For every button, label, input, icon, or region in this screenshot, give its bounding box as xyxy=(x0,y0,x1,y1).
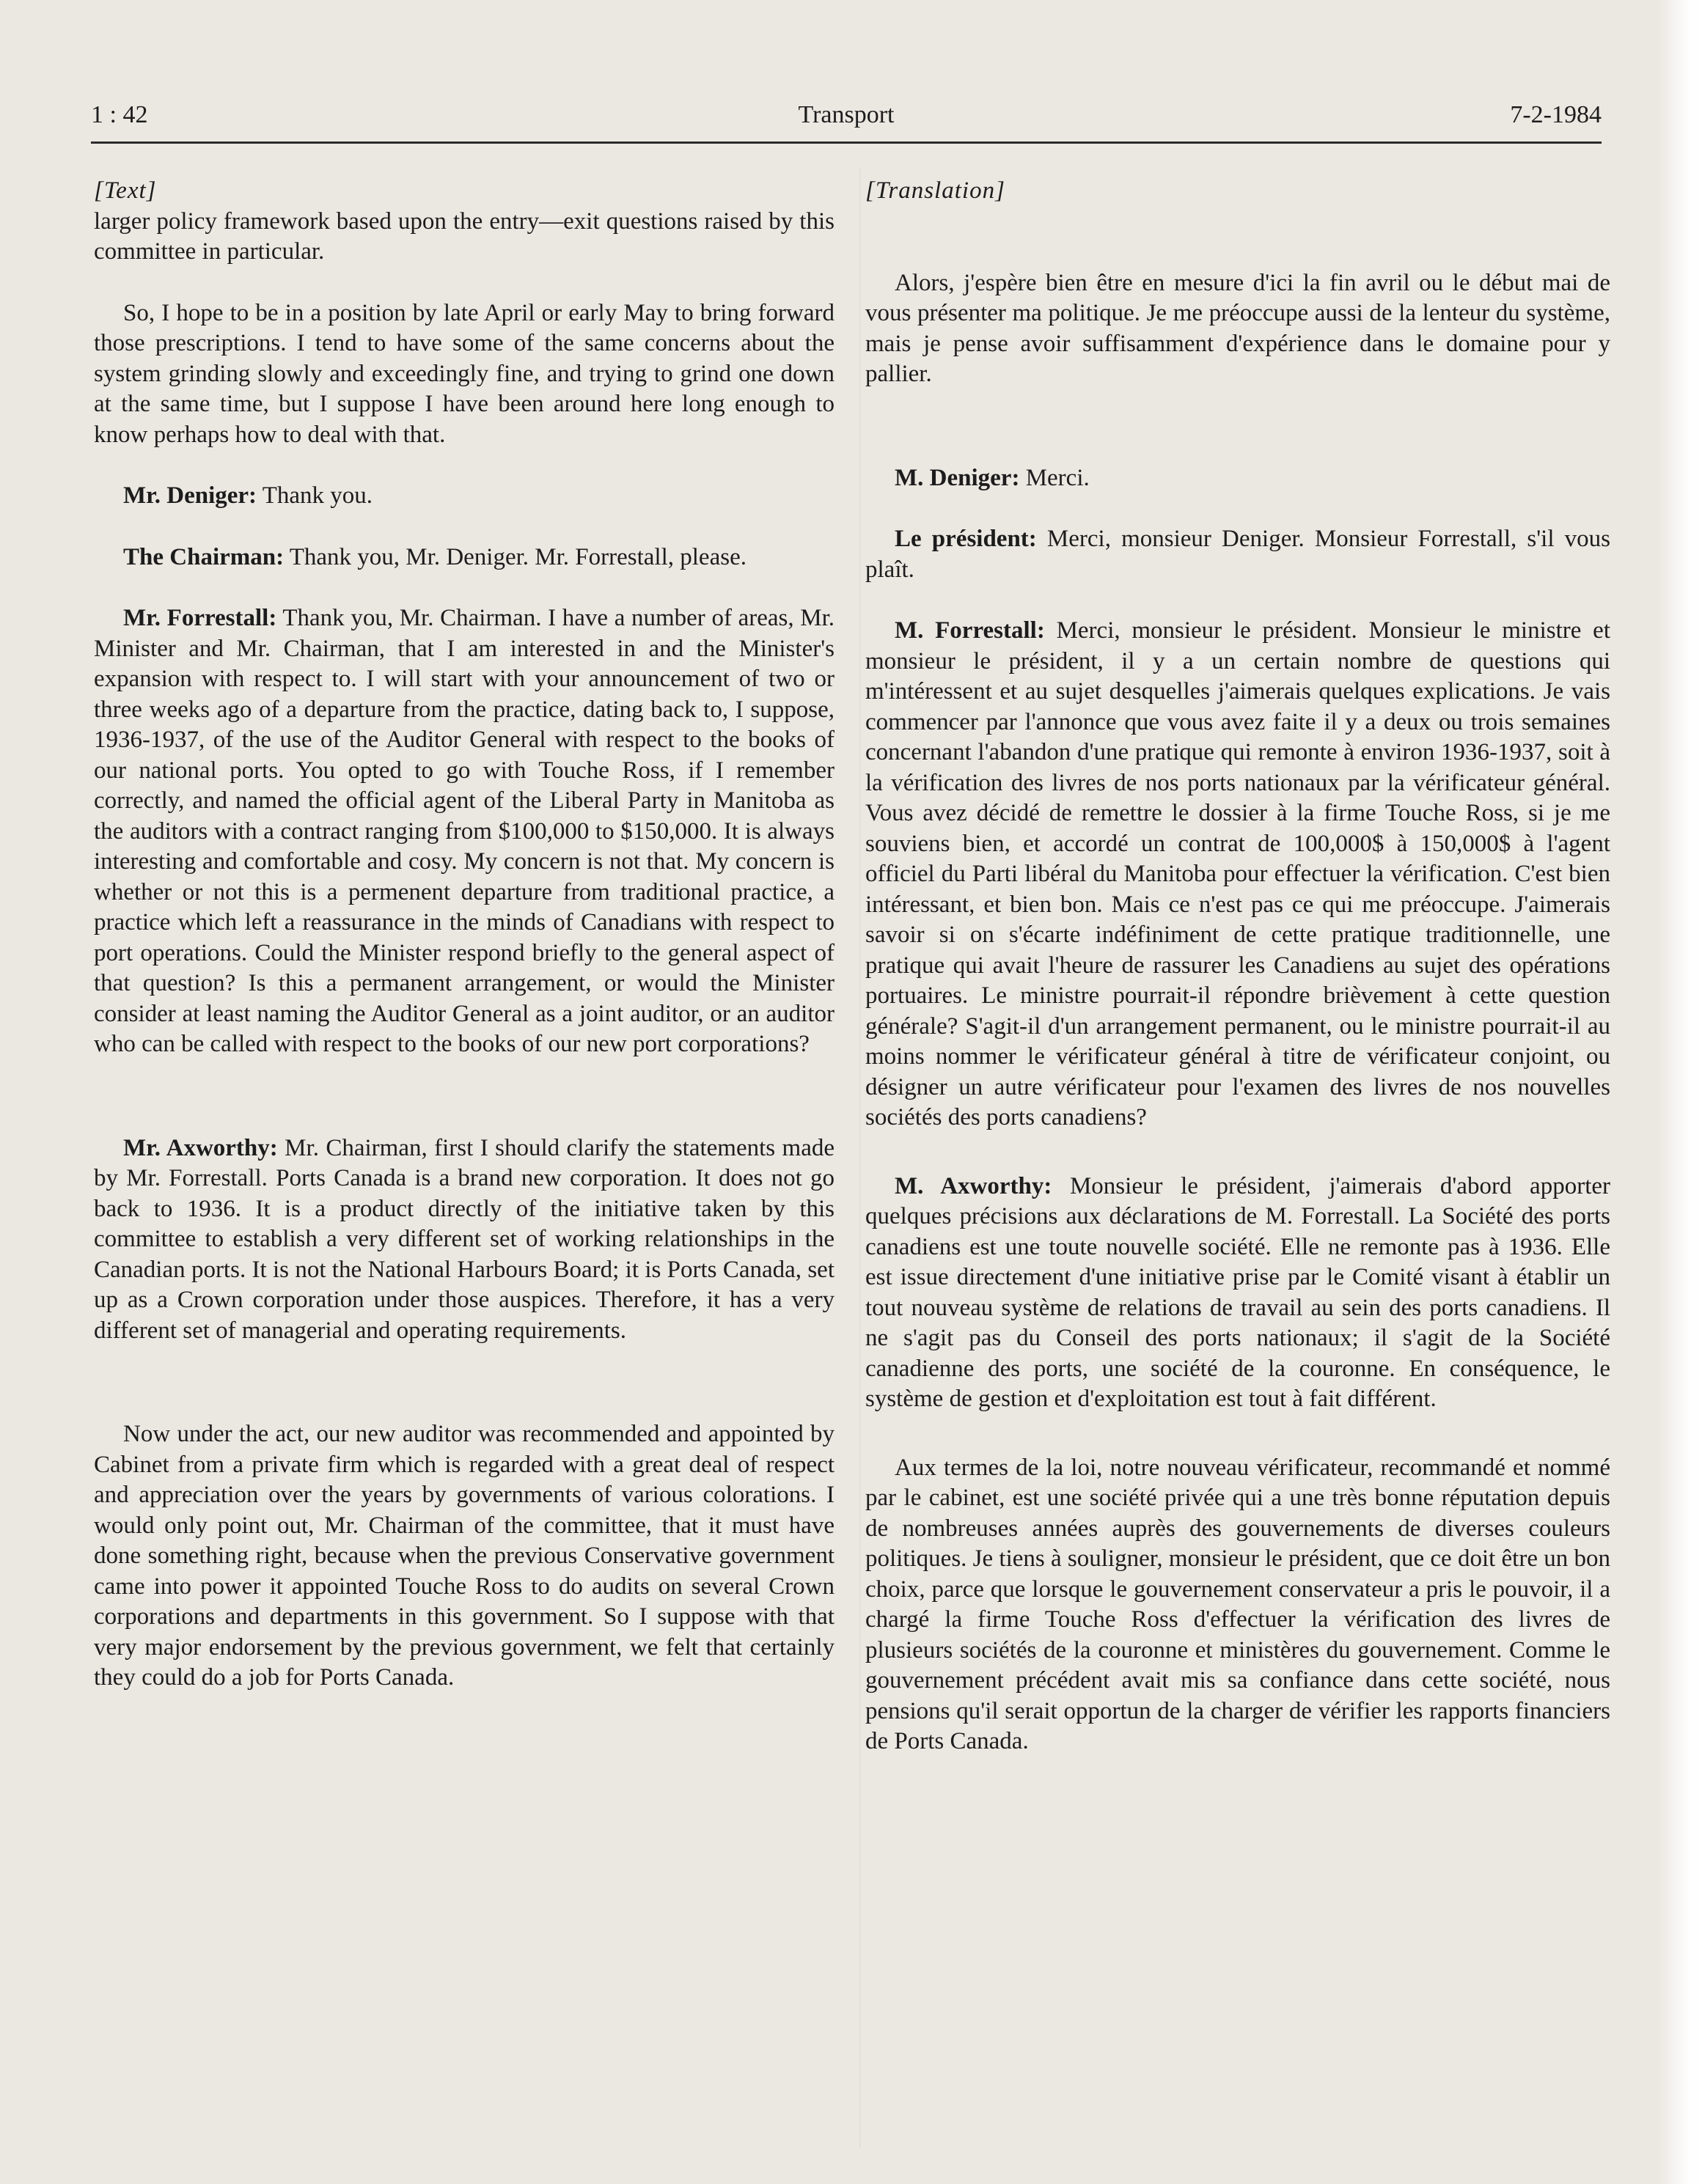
header-rule xyxy=(91,141,1602,144)
speech-text: Thank you, Mr. Deniger. Mr. Forrestall, please. xyxy=(284,543,747,570)
french-column xyxy=(865,176,1610,1757)
page-binding-edge xyxy=(1658,0,1702,2184)
header-date: 7-2-1984 xyxy=(1510,101,1602,128)
paragraph-prescriptions: So, I hope to be in a position by late April or early May to bring forward those prescriptions. I tend to have some of the same concerns about the system grinding slowly and exceedingly fine, and trying to grind one down at the same time, but I suppose I have been around here long enough to know perhaps how to deal with that. xyxy=(94,299,835,448)
paragraph-intro: larger policy framework based upon the entry—exit questions raised by this committee in particular. xyxy=(94,207,835,265)
english-column xyxy=(94,176,835,1694)
running-title: Transport xyxy=(798,101,895,128)
paragraph-prescriptions-fr: Alors, j'espère bien être en mesure d'ici la fin avril ou le début mai de vous présenter ma politique. Je me préoccupe aussi de la lenteur du système, mais je pense avoir suffisamment d'expérience dans le domaine pour y pallier. xyxy=(865,269,1610,387)
speech-axworthy xyxy=(94,1133,835,1347)
speech-text: Thank you. xyxy=(257,482,373,509)
paragraph-auditor-fr: Aux termes de la loi, notre nouveau vérificateur, recommandé et nommé par le cabinet, est une société privée qui a une très bonne réputation depuis de nombreuses années auprès des gouvernements de diverses couleurs politiques. Je tiens à souligner, monsieur le président, que ce doit être un bon choix, parce que lorsque le gouvernement conservateur a pris le pouvoir, il a chargé la firme Touche Ross d'effectuer la vérification des livres de plusieurs sociétés de la couronne et ministères du gouvernement. Comme le gouvernement précédent avait mis sa confiance dans cette société, nous pensions qu'il serait opportun de la charger de vérifier les rapports financiers de Ports Canada. xyxy=(865,1454,1610,1754)
speaker-name: The Chairman: xyxy=(123,543,285,570)
speech-forrestall-fr xyxy=(865,616,1610,1133)
speaker-name: M. Deniger: xyxy=(895,464,1020,491)
speaker-name: M. Axworthy: xyxy=(895,1172,1052,1199)
running-header xyxy=(91,101,1602,139)
page-number: 1 : 42 xyxy=(91,101,148,128)
speech-text: Merci. xyxy=(1019,464,1090,491)
speech-forrestall xyxy=(94,603,835,1060)
speech-deniger xyxy=(94,481,835,512)
speech-text: Merci, monsieur le président. Monsieur le ministre et monsieur le président, il y a un certain nombre de questions qui m'intéressent et au sujet desquelles j'aimerais quelques explications. Je vais commencer par l'annonce que vous avez faite il y a deux ou trois semaines concernant l'abandon d'une pratique qui remonte à environ 1936-1937, soit à la vérification des livres de nos ports nationaux par la vérificateur général. Vous avez décidé de remettre le dossier à la firme Touche Ross, si je me souviens bien, et accordé un contrat de 100,000$ à 150,000$ à l'agent officiel du Parti libéral du Manitoba pour effectuer la vérification. C'est bien intéressant, et bien bon. Mais ce n'est pas ce qui me préoccupe. J'aimerais savoir si on s'écarte indéfiniment de cette pratique traditionnelle, une pratique qui avait l'heure de rassurer les Canadiens au sujet des opérations portuaires. Le ministre pourrait-il répondre brièvement à cette question générale? S'agit-il d'un arrangement permanent, ou le ministre pourrait-il au moins nommer le vérificateur général à titre de vérificateur conjoint, ou désigner un autre vérificateur pour l'examen des livres de nos nouvelles sociétés des ports canadiens? xyxy=(865,617,1610,1130)
column-label-translation: [Translation] xyxy=(865,177,1005,204)
speaker-name: M. Forrestall: xyxy=(895,617,1045,644)
speech-text: Merci, monsieur Deniger. Monsieur Forrestall, s'il vous plaît. xyxy=(865,526,1610,583)
speaker-name: Mr. Forrestall: xyxy=(123,605,277,631)
speaker-name: Le président: xyxy=(895,526,1037,552)
speech-chairman-fr xyxy=(865,524,1610,585)
speech-text: Mr. Chairman, first I should clarify the statements made by Mr. Forrestall. Ports Canada is a brand new corporation. It does not go back to 1936. It is a product directly of the initiative taken by this committee to establish a very different set of working relationships in the Canadian ports. It is not the National Harbours Board; it is Ports Canada, set up as a Crown corporation under those auspices. Therefore, it has a very different set of managerial and operating requirements. xyxy=(94,1134,835,1344)
paragraph-auditor: Now under the act, our new auditor was recommended and appointed by Cabinet from a private firm which is regarded with a great deal of respect and appreciation over the years by governments of various colorations. I would only point out, Mr. Chairman of the committee, that it must have done something right, because when the previous Conservative government came into power it appointed Touche Ross to do audits on several Crown corporations and departments in this government. So I suppose with that very major endorsement by the previous government, we felt that certainly they could do a job for Ports Canada. xyxy=(94,1421,835,1691)
speech-chairman xyxy=(94,543,835,573)
speech-text: Thank you, Mr. Chairman. I have a number of areas, Mr. Minister and Mr. Chairman, that I am interested in and the Minister's expansion with respect to. I will start with your announcement of two or three weeks ago of a departure from the practice, dating back to, I suppose, 1936-1937, of the use of the Auditor General with respect to the books of our national ports. You opted to go with Touche Ross, if I remember correctly, and named the official agent of the Liberal Party in Manitoba as the auditors with a contract ranging from $100,000 to $150,000. It is always interesting and comfortable and cosy. My concern is not that. My concern is whether or not this is a permenent departure from traditional practice, a practice which left a reassurance in the minds of Canadians with respect to port operations. Could the Minister respond briefly to the general aspect of that question? Is this a permanent arrangement, or would the Minister consider at least naming the Auditor General as a joint auditor, or an auditor who can be called with respect to the books of our new port corporations? xyxy=(94,605,835,1057)
speaker-name: Mr. Axworthy: xyxy=(123,1134,278,1161)
column-gutter xyxy=(859,169,861,2148)
column-label-text: [Text] xyxy=(94,177,157,204)
speech-text: Monsieur le président, j'aimerais d'abord apporter quelques précisions aux déclarations de M. Forrestall. La Société des ports canadiens est une toute nouvelle société. Elle ne remonte pas à 1936. Elle est issue directement d'une initiative prise par le Comité visant à établir un tout nouveau système de relations de travail au sein des ports canadiens. Il ne s'agit pas du Conseil des ports nationaux; il s'agit de la Société canadienne des ports, une société de la couronne. En conséquence, le système de gestion et d'exploitation est tout à fait différent. xyxy=(865,1172,1610,1412)
speech-deniger-fr xyxy=(865,463,1610,494)
speech-axworthy-fr xyxy=(865,1172,1610,1415)
speaker-name: Mr. Deniger: xyxy=(123,482,257,509)
